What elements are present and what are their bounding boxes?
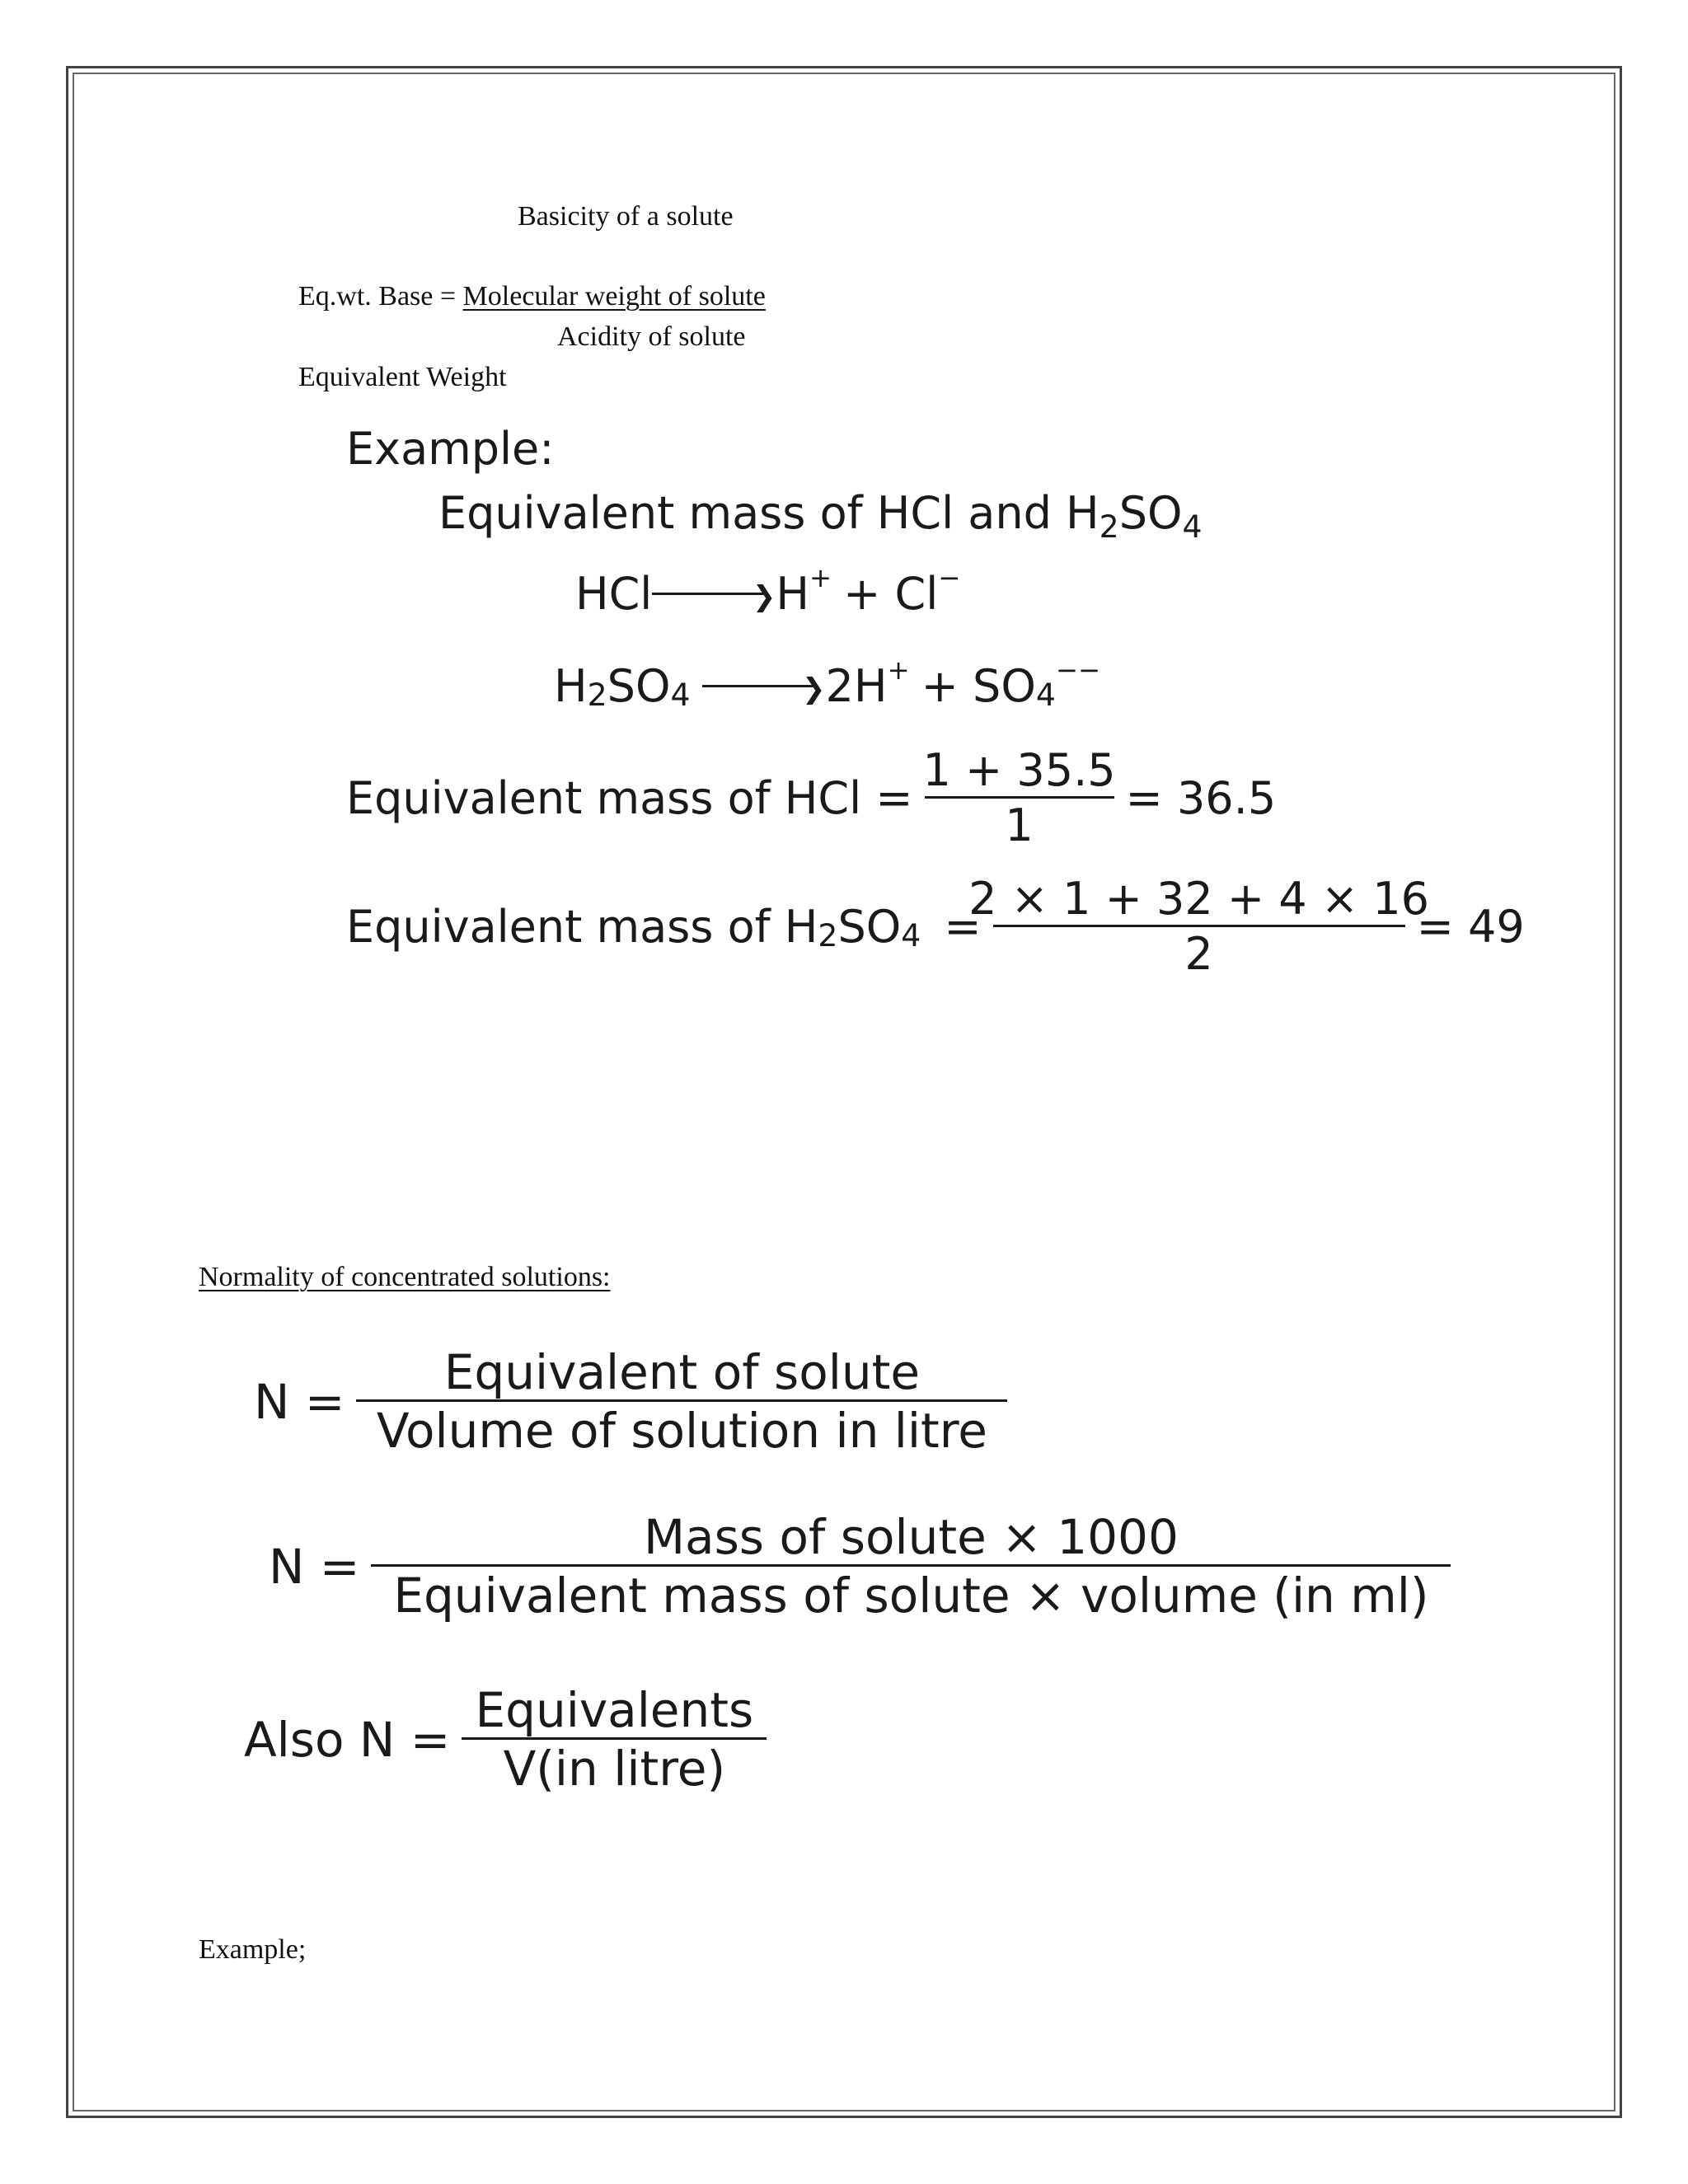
eq-wt-base-label xyxy=(298,281,766,312)
fraction: $\frac{1 + 35.5}{1}$ xyxy=(922,744,1116,851)
normality-formula-3: Also N = $\frac{\text{Equivalents}}{\text{V(in litre)}}$ xyxy=(244,1686,767,1793)
eq-wt-numerator: Molecular weight of solute xyxy=(462,281,766,312)
eq-wt-prefix: Eq.wt. Base = xyxy=(298,281,463,312)
equivalent-mass-hcl: Equivalent mass of HCl = $\frac{1 + 35.5}{1}$ = 36.5 xyxy=(346,744,1277,851)
fraction: $\frac{\text{Equivalent of solute}}{\text{Volume of solution in litre}}$ xyxy=(356,1348,1007,1455)
example-subtitle: Equivalent mass of HCl and $H_2SO_4$ xyxy=(438,487,1203,546)
fraction: $\frac{2 \times 1 + 32 + 4 \times 16}{2}$ xyxy=(968,873,1429,980)
arrow-icon: ❯ xyxy=(652,593,776,596)
equivalent-mass-h2so4: Equivalent mass of H 2 SO 4 = $\frac{2 \times 1 + 32 + 4 \times 16}{2}$ = 49 xyxy=(346,873,1525,980)
normality-heading: Normality of concentrated solutions: xyxy=(199,1262,611,1292)
normality-formula-1: N = $\frac{\text{Equivalent of solute}}{\text{Volume of solution in litre}}$ xyxy=(254,1348,1007,1455)
equivalent-weight-text: Equivalent Weight xyxy=(298,362,507,392)
fraction: $\frac{\text{Equivalents}}{\text{V(in litre)}}$ xyxy=(462,1686,767,1793)
example-title: Example: xyxy=(346,423,555,475)
arrow-icon: ❯ xyxy=(702,685,826,688)
fraction: $\frac{\text{Mass of solute × 1000}}{\text{Equivalent mass of solute × volume (in ml)}}$ xyxy=(371,1513,1451,1619)
eq-wt-denominator: Acidity of solute xyxy=(557,321,746,352)
reaction-h2so4: H 2 SO 4 ❯ 2H + + SO 4 −− xyxy=(554,654,1101,714)
basicity-text: Basicity of a solute xyxy=(518,201,734,232)
example-bottom-text: Example; xyxy=(199,1934,307,1965)
reaction-hcl: HCl ❯ H + + Cl − xyxy=(575,562,961,620)
normality-formula-2: N = $\frac{\text{Mass of solute × 1000}}{\text{Equivalent mass of solute × volume (in ml)}}$ xyxy=(269,1513,1451,1619)
